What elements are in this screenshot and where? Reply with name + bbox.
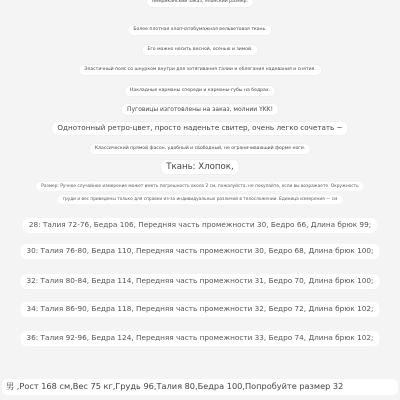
text-measurement-note-1: Размер: Ручное случайное измерение может иметь погрешность около 2 см, пожалуйста, не покупайте, если вы возражаете. Окружность xyxy=(36,182,363,191)
size-row-36: 36: Талия 92-96, Бедра 124, Передняя часть промежности 33, Бедро 74, Длина брюк 102; xyxy=(20,331,379,346)
text-seasons: Его можно носить весной, осенью и зимой. xyxy=(142,45,257,55)
text-fabric-corduroy: Более плотная хлопчатобумажная вельветовая ткань. xyxy=(128,25,271,35)
size-row-30: 30: Талия 76-80, Бедра 110, Передняя часть промежности 30, Бедро 68, Длина брюк 100; xyxy=(20,244,379,259)
text-order-size: Американский заказ, японский размер. xyxy=(147,0,253,7)
text-fabric-cotton: Ткань: Хлопок, xyxy=(161,160,238,174)
model-info-footer: 男 ,Рост 168 см,Вес 75 кг,Грудь 96,Талия 80,Бедра 100,Попробуйте размер 32 xyxy=(2,379,398,395)
size-row-34: 34: Талия 86-90, Бедра 118, Передняя часть промежности 32, Бедро 72, Длина брюк 102; xyxy=(20,302,379,317)
text-buttons-ykk: Пуговицы изготовлены на заказ, молнии YKK! xyxy=(122,104,278,115)
size-row-32: 32: Талия 80-84, Бедра 114, Передняя часть промежности 31, Бедро 70, Длина брюк 100; xyxy=(20,274,379,289)
text-retro-color: Однотонный ретро-цвет, просто наденьте свитер, очень легко сочетать ~ xyxy=(52,122,347,135)
text-pockets: Накладные карманы спереди и карманы-губы на бедрах. xyxy=(125,86,275,96)
text-measurement-note-2: груди и вес приведены только для справки из-за индивидуальных различий в телосложении. Единица измерения — см xyxy=(58,195,343,204)
text-classic-fit: Классический прямой фасон, удобный и свободный, не ограничивающий форме ноги. xyxy=(90,144,310,154)
size-row-28: 28: Талия 72-76, Бедра 106, Передняя часть промежности 30, Бедро 66, Длина брюк 99; xyxy=(23,218,377,233)
text-elastic-waist: Эластичный пояс со шнурком внутри для затягивания талии и облегания надевания и снятия. xyxy=(79,65,321,75)
